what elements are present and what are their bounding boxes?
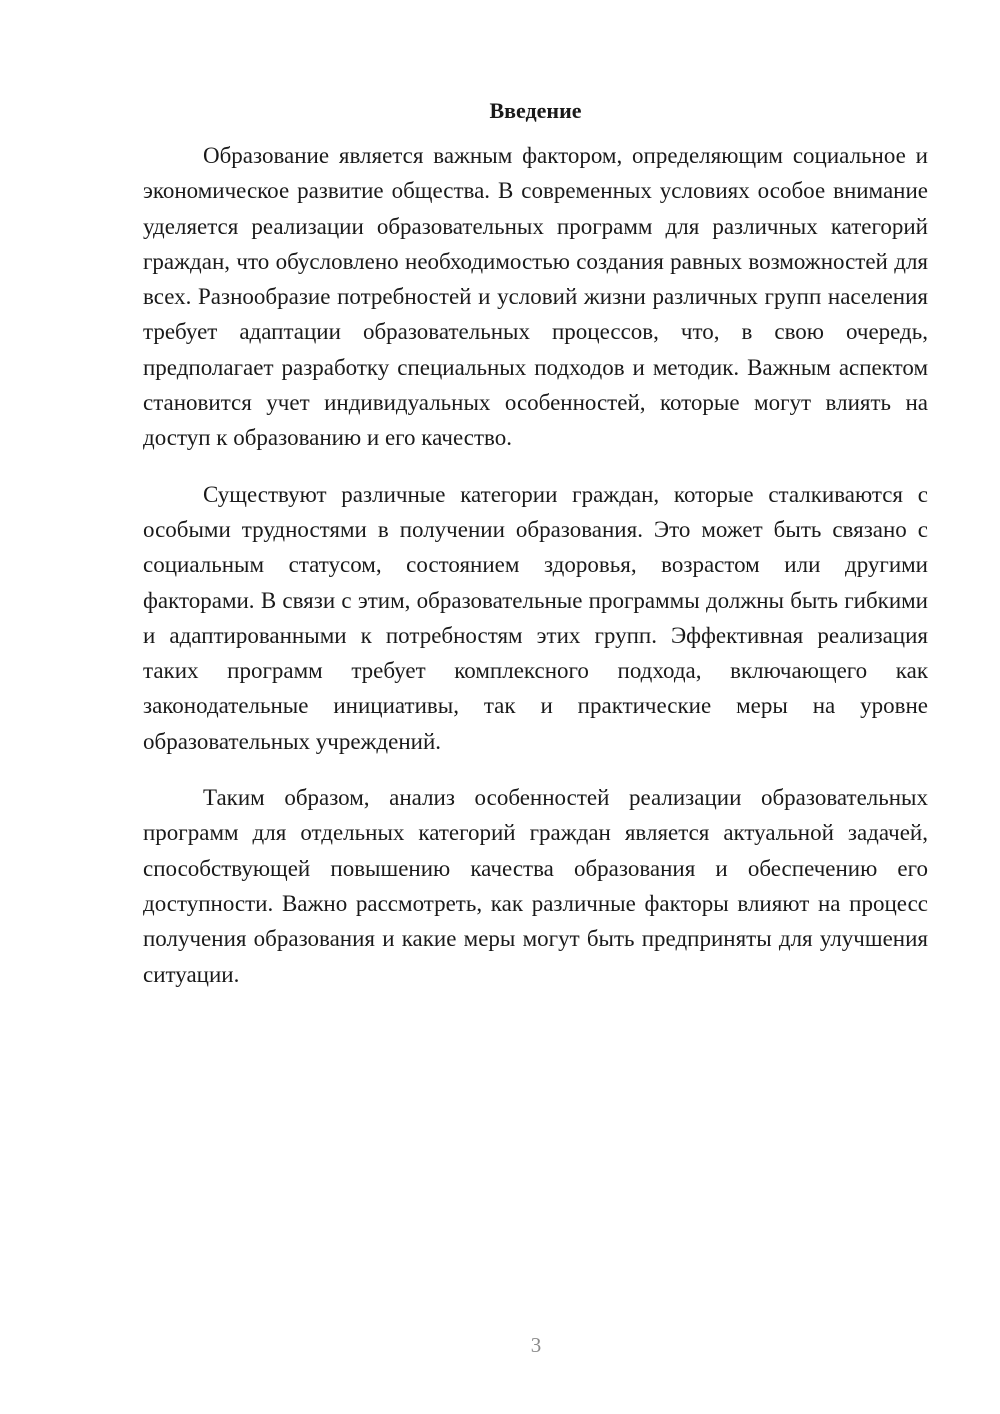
paragraph-2: Существуют различные категории граждан, которые сталкиваются с особыми трудностями в получении образования. Это может быть связано с социальным статусом, состоянием здоровья, возрастом или другими факторами. В связи с этим, образовательные программы должны быть гибкими и адаптированными к потребностям этих групп. Эффективная реализация таких программ требует комплексного подхода, включающего как законодательные инициативы, так и практические меры на уровне образовательных учреждений. [143, 481, 928, 754]
page-content [143, 96, 928, 992]
paragraph-1: Образование является важным фактором, определяющим социальное и экономическое развитие общества. В современных условиях особое внимание уделяется реализации образовательных программ для различных категорий граждан, что обусловлено необходимостью создания равных возможностей для всех. Разнообразие потребностей и условий жизни различных групп населения требует адаптации образовательных процессов, что, в свою очередь, предполагает разработку специальных подходов и методик. Важным аспектом становится учет индивидуальных особенностей, которые могут влиять на доступ к образованию и его качество. [143, 143, 928, 451]
section-heading: Введение [489, 98, 582, 123]
page-number: 3 [530, 1333, 542, 1357]
paragraph-3: Таким образом, анализ особенностей реализации образовательных программ для отдельных категорий граждан является актуальной задачей, способствующей повышению качества образования и обеспечению его доступности. Важно рассмотреть, как различные факторы влияют на процесс получения образования и какие меры могут быть предприняты для улучшения ситуации. [143, 785, 928, 987]
